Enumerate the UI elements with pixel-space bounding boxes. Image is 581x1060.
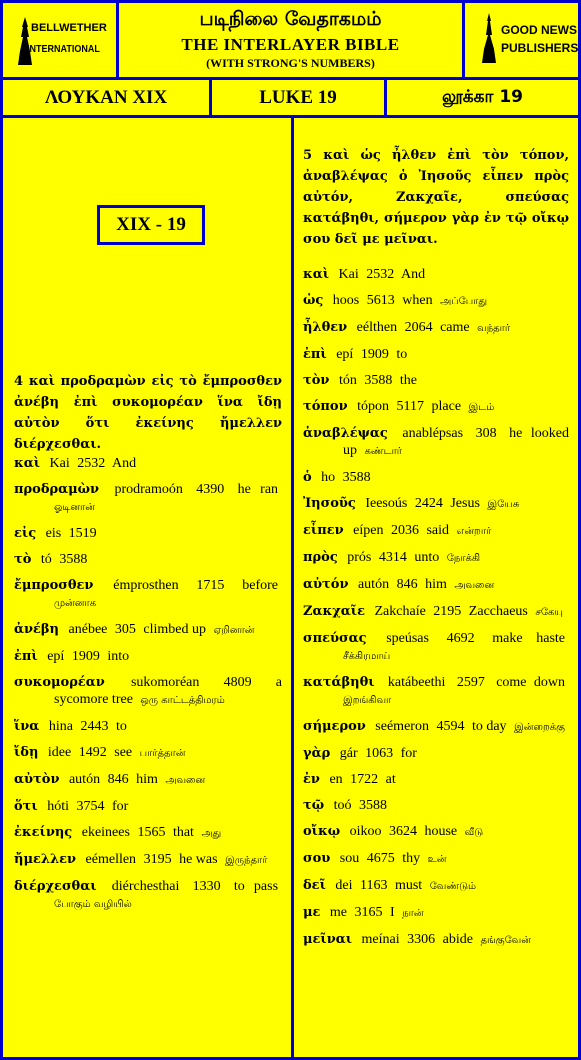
strongs-number: 1565 (137, 825, 166, 840)
transliteration: meínai (361, 932, 400, 947)
greek-word: σήμερον (303, 719, 366, 734)
strongs-number: 2532 (366, 267, 395, 282)
word-entry (303, 797, 569, 814)
english-gloss: house (424, 824, 458, 839)
transliteration: tó (40, 552, 52, 567)
english-gloss: Zacchaeus (468, 604, 528, 619)
english-gloss: place (431, 399, 462, 414)
reference-greek: ΛΟΥΚΑΝ XIX (0, 77, 212, 118)
word-entry (14, 577, 282, 612)
word-entry (14, 878, 282, 913)
greek-word: ἦλθεν (303, 320, 348, 335)
tamil-gloss: ஒரு காட்டத்திமரம் (140, 695, 225, 706)
strongs-number: 3754 (76, 799, 105, 814)
word-entry (303, 850, 569, 868)
greek-word: μεῖναι (303, 932, 353, 947)
strongs-number: 1492 (78, 745, 107, 760)
tamil-gloss: வந்தார் (477, 323, 511, 334)
logo-right-line1: GOOD NEWS (501, 23, 578, 37)
transliteration: eis (45, 526, 62, 541)
english-gloss: I (390, 905, 395, 920)
english-gloss: to pass (233, 879, 279, 894)
strongs-number: 2036 (390, 523, 419, 538)
word-entry (14, 824, 282, 842)
word-entry (303, 745, 569, 762)
verse-5-words (303, 266, 569, 958)
greek-word: διέρχεσθαι (14, 879, 97, 894)
transliteration: toó (333, 798, 352, 813)
tamil-gloss: அப்போது (440, 296, 488, 307)
transliteration: Kai (49, 456, 70, 471)
english-gloss: thy (402, 851, 421, 866)
transliteration: autón (357, 577, 390, 592)
word-entry (303, 425, 569, 460)
transliteration: anébee (68, 622, 108, 637)
transliteration: en (329, 772, 343, 787)
tamil-gloss: நோக்கி (446, 553, 481, 564)
transliteration: Kai (338, 267, 359, 282)
transliteration: sukomoréan (130, 675, 200, 690)
word-entry (303, 346, 569, 363)
strongs-number: 1063 (365, 746, 394, 761)
english-gloss: that (172, 825, 194, 840)
greek-word: τόπον (303, 399, 348, 414)
strongs-number: 2064 (404, 320, 433, 335)
transliteration: tón (338, 373, 357, 388)
greek-word: Ζακχαῖε (303, 604, 365, 619)
strongs-number: 2597 (456, 675, 485, 690)
tamil-gloss: இடம் (468, 402, 495, 413)
title-subtitle: (WITH STRONG'S NUMBERS) (206, 56, 375, 70)
transliteration: diérchesthai (111, 879, 180, 894)
transliteration: idee (47, 745, 72, 760)
transliteration: eípen (353, 523, 384, 538)
english-gloss: to (396, 347, 408, 362)
transliteration: gár (339, 746, 358, 761)
strongs-number: 1909 (71, 649, 100, 664)
verse-4-text: 4 καὶ προδραμὼν εἰς τὸ ἔμπροσθεν ἀνέβη ἐπὶ συκομορέαν ἵνα ἴδῃ αὐτὸν ὅτι ἐκείνης ἤμελλεν διέρχεσθαι. (14, 374, 282, 452)
tamil-gloss: ஏறினான் (213, 625, 255, 636)
greek-word: αὐτὸν (14, 772, 60, 787)
strongs-number: 4314 (378, 550, 407, 565)
greek-word: Ἰησοῦς (303, 496, 356, 511)
english-gloss: abide (442, 932, 473, 947)
greek-word: ὅτι (14, 799, 38, 814)
title-tamil: படிநிலை வேதாகமம் (199, 8, 382, 30)
strongs-number: 1163 (359, 878, 388, 893)
strongs-number: 846 (396, 577, 418, 592)
tamil-gloss: வீடு (464, 827, 484, 838)
goodnews-logo (462, 0, 581, 80)
word-entry (303, 469, 569, 486)
greek-word: ἐν (303, 772, 320, 787)
word-entry (303, 372, 569, 389)
english-gloss: And (401, 267, 426, 282)
tamil-gloss: வேண்டும் (429, 881, 477, 892)
word-entry (303, 674, 569, 709)
greek-word: τὸν (303, 373, 330, 388)
transliteration: oikoo (349, 824, 382, 839)
tamil-gloss: போகும் வழியில் (54, 899, 132, 910)
greek-word: οἴκῳ (303, 824, 341, 839)
transliteration: ho (321, 470, 336, 485)
greek-word: δεῖ (303, 878, 326, 893)
greek-word: τὸ (14, 552, 32, 567)
word-entry (303, 522, 569, 540)
tamil-gloss: தங்குவேன் (480, 935, 531, 946)
tamil-gloss: ஓடினான் (54, 502, 95, 513)
greek-word: εἶπεν (303, 523, 344, 538)
word-entry (14, 744, 282, 762)
transliteration: autón (68, 772, 101, 787)
transliteration: epí (336, 347, 354, 362)
tamil-gloss: அவனை (165, 775, 206, 786)
transliteration: dei (335, 878, 353, 893)
strongs-number: 4594 (436, 719, 465, 734)
word-entry (303, 603, 569, 621)
strongs-number: 3624 (388, 824, 417, 839)
strongs-number: 1519 (68, 526, 97, 541)
logo-right-line2: PUBLISHERS (501, 41, 579, 55)
word-entry (303, 319, 569, 337)
tamil-gloss: கண்டார் (364, 446, 403, 457)
verse-4-words (14, 455, 282, 922)
word-entry (14, 525, 282, 542)
greek-word: συκομορέαν (14, 675, 105, 690)
english-gloss: to day (471, 719, 507, 734)
title-english: THE INTERLAYER BIBLE (181, 35, 400, 54)
transliteration: me (329, 905, 348, 920)
transliteration: émprosthen (113, 578, 179, 593)
transliteration: Zakchaíe (374, 604, 426, 619)
transliteration: tópon (357, 399, 390, 414)
tamil-gloss: நான் (402, 908, 424, 919)
word-entry (303, 549, 569, 567)
english-gloss: he looked up (343, 426, 570, 458)
greek-word: καὶ (303, 267, 330, 282)
transliteration: sou (339, 851, 360, 866)
transliteration: speúsas (386, 631, 429, 646)
transliteration: hina (48, 719, 73, 734)
strongs-number: 3165 (354, 905, 383, 920)
english-gloss: when (402, 293, 433, 308)
word-entry (14, 674, 282, 709)
strongs-number: 4692 (446, 631, 475, 646)
word-entry (303, 398, 569, 416)
greek-word: ἀναβλέψας (303, 426, 388, 441)
strongs-number: 2443 (80, 719, 109, 734)
word-entry (303, 292, 569, 310)
tamil-gloss: பார்த்தான் (139, 748, 186, 759)
word-entry (14, 648, 282, 665)
strongs-number: 305 (114, 622, 136, 637)
greek-word: προδραμὼν (14, 482, 100, 497)
reference-tamil: லூக்கா 19 (384, 77, 581, 118)
tamil-gloss: உன் (427, 854, 447, 865)
english-gloss: the (399, 373, 417, 388)
word-entry (303, 931, 569, 949)
greek-word: καὶ (14, 456, 41, 471)
strongs-number: 2532 (77, 456, 106, 471)
english-gloss: climbed up (143, 622, 206, 637)
english-gloss: Jesus (450, 496, 480, 511)
word-entry (14, 455, 282, 472)
english-gloss: to (115, 719, 127, 734)
greek-word: ὡς (303, 293, 324, 308)
strongs-number: 2195 (433, 604, 462, 619)
tamil-gloss: இறங்கிவா (343, 695, 392, 706)
greek-word: ἐπὶ (303, 347, 327, 362)
english-gloss: he was (179, 852, 218, 867)
english-gloss: him (425, 577, 447, 592)
greek-word: με (303, 905, 321, 920)
transliteration: eélthen (356, 320, 398, 335)
english-gloss: for (112, 799, 129, 814)
english-gloss: him (136, 772, 158, 787)
transliteration: prodramoón (114, 482, 183, 497)
transliteration: prós (347, 550, 372, 565)
strongs-number: 4390 (196, 482, 225, 497)
strongs-number: 1715 (196, 578, 225, 593)
transliteration: seémeron (375, 719, 429, 734)
tamil-gloss: இன்றைக்கு (514, 722, 565, 733)
tamil-gloss: சகேயு (535, 607, 563, 618)
strongs-number: 308 (475, 426, 497, 441)
transliteration: anablépsas (402, 426, 464, 441)
word-entry (303, 576, 569, 594)
tamil-gloss: இயேசு (487, 499, 520, 510)
english-gloss: unto (414, 550, 440, 565)
strongs-number: 2424 (414, 496, 443, 511)
english-gloss: before (242, 578, 279, 593)
word-entry (14, 481, 282, 516)
transliteration: Ieesoús (365, 496, 408, 511)
tamil-gloss: இருந்தார் (225, 855, 268, 866)
logo-left-line2: INTERNATIONAL (27, 44, 100, 55)
greek-word: αὐτόν (303, 577, 349, 592)
strongs-number: 4675 (366, 851, 395, 866)
greek-word: γὰρ (303, 746, 331, 761)
greek-word: ἴδῃ (14, 745, 39, 760)
greek-word: ἀνέβη (14, 622, 60, 637)
strongs-number: 3588 (342, 470, 371, 485)
english-gloss: come down (496, 675, 566, 690)
word-entry (303, 718, 569, 736)
english-gloss: must (394, 878, 423, 893)
english-gloss: a sycomore tree (54, 675, 282, 707)
strongs-number: 3588 (59, 552, 88, 567)
word-entry (14, 718, 282, 735)
english-gloss: at (385, 772, 396, 787)
word-entry (303, 630, 569, 665)
english-gloss: into (107, 649, 130, 664)
strongs-number: 1722 (350, 772, 379, 787)
english-gloss: said (426, 523, 450, 538)
tamil-gloss: முன்னாக (54, 598, 97, 609)
tamil-gloss: அவனை (454, 580, 495, 591)
word-entry (14, 771, 282, 789)
strongs-number: 1330 (192, 879, 221, 894)
english-gloss: for (400, 746, 417, 761)
english-gloss: see (114, 745, 133, 760)
strongs-number: 5613 (366, 293, 395, 308)
english-gloss: make haste (492, 631, 566, 646)
english-gloss: came (440, 320, 470, 335)
strongs-number: 3306 (407, 932, 436, 947)
strongs-number: 5117 (396, 399, 424, 414)
greek-word: ὁ (303, 470, 312, 485)
transliteration: eémellen (85, 852, 137, 867)
greek-word: κατάβηθι (303, 675, 375, 690)
greek-word: ἔμπροσθεν (14, 578, 94, 593)
strongs-number: 3588 (359, 798, 388, 813)
tower-icon (479, 13, 499, 63)
verse-5-text: 5 καὶ ὡς ἦλθεν ἐπὶ τὸν τόπον, ἀναβλέψας ὁ Ἰησοῦς εἶπεν πρὸς αὐτόν, Ζακχαῖε, σπεύσας κατάβηθι, σήμερον γὰρ ἐν τῷ οἴκῳ σου δεῖ με μεῖναι. (303, 148, 569, 247)
transliteration: hóti (47, 799, 69, 814)
bellwether-logo (0, 0, 119, 80)
word-entry (14, 551, 282, 568)
word-entry (14, 621, 282, 639)
transliteration: epí (47, 649, 65, 664)
tamil-gloss: அது (201, 828, 222, 839)
greek-word: ἤμελλεν (14, 852, 77, 867)
strongs-number: 4809 (223, 675, 252, 690)
word-entry (303, 904, 569, 922)
word-entry (303, 495, 569, 513)
greek-word: ἐπὶ (14, 649, 38, 664)
greek-word: σου (303, 851, 331, 866)
word-entry (303, 266, 569, 283)
strongs-number: 846 (107, 772, 129, 787)
greek-word: ἐκείνης (14, 825, 73, 840)
transliteration: ekeinees (81, 825, 130, 840)
word-entry (14, 798, 282, 815)
english-gloss: he ran (237, 482, 279, 497)
transliteration: katábeethi (387, 675, 446, 690)
word-entry (14, 851, 282, 869)
strongs-number: 1909 (360, 347, 389, 362)
word-entry (303, 771, 569, 788)
greek-word: εἰς (14, 526, 37, 541)
greek-word: σπεύσας (303, 631, 367, 646)
english-gloss: And (112, 456, 137, 471)
tamil-gloss: என்றார் (456, 526, 492, 537)
transliteration: hoos (332, 293, 360, 308)
greek-word: ἵνα (14, 719, 40, 734)
greek-word: πρὸς (303, 550, 338, 565)
left-column (0, 115, 294, 1060)
reference-english: LUKE 19 (209, 77, 387, 118)
tamil-gloss: சீக்கிரமாய் (343, 651, 391, 662)
strongs-number: 3195 (143, 852, 172, 867)
word-entry (303, 877, 569, 895)
word-entry (303, 823, 569, 841)
right-column (291, 115, 581, 1060)
greek-word: τῷ (303, 798, 325, 813)
header-title (116, 0, 465, 80)
strongs-number: 3588 (364, 373, 393, 388)
chapter-label: XIX - 19 (97, 205, 205, 245)
logo-left-line1: BELLWETHER (31, 22, 107, 34)
